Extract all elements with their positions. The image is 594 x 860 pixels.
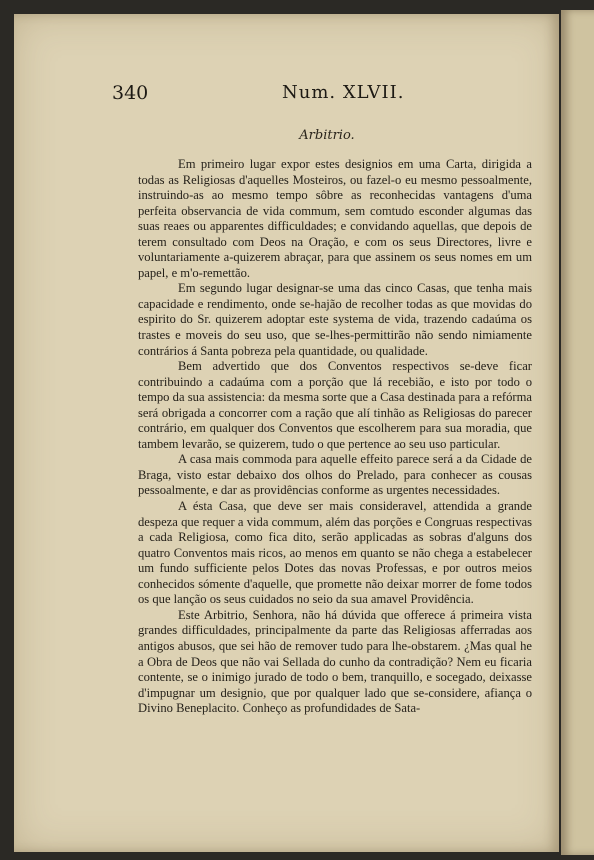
paragraph: Este Arbitrio, Senhora, não há dúvida que offerece á primeira vista grandes difficuldades, principalmente da parte das Religiosas afferradas aos antigos abusos, que sei hão de remover tudo para lhe-obstarem. ¿Mas qual he a Obra de Deos que não vai Sellada do cunho da contradição? Nem eu ficaria contente, se o inimigo jurado de todo o bem, tranquillo, e socegado, deixasse d'impugnar um designio, que por qualquer lado que se-considere, afiança o Divino Beneplacito. Conheço as profundidades de Sata- — [138, 607, 532, 716]
paragraph: A casa mais commoda para aquelle effeito parece será a da Cidade de Braga, visto estar debaixo dos olhos do Prelado, para conhecer as cousas pessoalmente, e dar as providências conforme as urgentes necessidades. — [138, 452, 532, 498]
page-number: 340 — [112, 82, 149, 104]
section-title: Arbitrio. — [299, 128, 355, 143]
paragraph: Em primeiro lugar expor estes designios em uma Carta, dirigida a todas as Religiosas d'aquelles Mosteiros, ou fazel-o eu mesmo pessoalmente, instruindo-as ao mesmo tempo sôbre as reconhecidas vantagens d'uma perfeita observancia de vida commum, sem comtudo esconder algumas das suas reaes ou apparentes difficuldades; e convidando aquellas, que depois de terem consultado com Deos na Oração, e com os seus Directores, livre e voluntariamente a-quizerem abraçar, para que assinem os seus nomes em um papel, e m'o-remettão. — [138, 157, 532, 280]
paragraph: Em segundo lugar designar-se uma das cinco Casas, que tenha mais capacidade e rendimento, onde se-hajão de recolher todas as que movidas do espirito do Sr. quizerem adoptar este systema de vida, trazendo cadaúma os trastes e moveis do seu uso, que se-lhes-permittirão não sendo nimiamente contrários á Santa pobreza pela quantidade, ou qualidade. — [138, 281, 532, 358]
paragraph: Bem advertido que dos Conventos respectivos se-deve ficar contribuindo a cadaúma com a porção que lá recebião, e isto por todo o tempo da sua assistencia: da mesma sorte que a Casa destinada para a refórma será obrigada a concorrer com a ração que alí tinhão as Religiosas do parecer contrário, em qualquer dos Conventos que escolherem para sua moradia, que tambem levarão, se quizerem, tudo o que pertence ao seu uso particular. — [138, 359, 532, 451]
page-header — [112, 80, 542, 110]
paragraph: A ésta Casa, que deve ser mais consideravel, attendida a grande despeza que requer a vida commum, além das porções e Congruas respectivas a cada Religiosa, como fica dito, serão applicadas as sobras d'alguns dos quatro Conventos mais ricos, ao menos em quanto se não chega a estabelecer um fundo sufficiente pelos Dotes das novas Professas, e por outros meios conhecidos sómente d'aquelle, que promette não deixar morrer de fome todos os que lanção os seus cuidados no seio da sua amavel Providência. — [138, 499, 532, 607]
body-text — [138, 157, 532, 717]
running-head: Num. XLVII. — [282, 82, 405, 103]
